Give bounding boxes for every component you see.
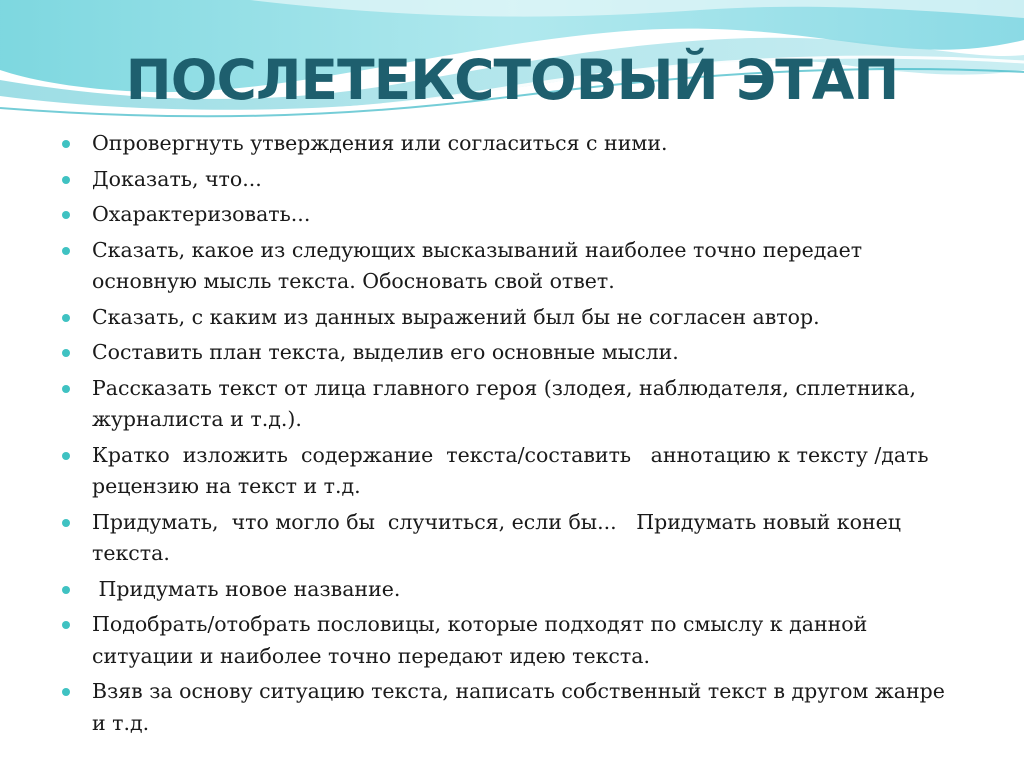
list-item-text: Рассказать текст от лица главного героя (злодея, наблюдателя, сплетника, журналиста и т.д.). [92,375,923,431]
list-item [62,676,962,739]
list-item-text: Взяв за основу ситуацию текста, написать собственный текст в другом жанре и т.д. [92,679,952,735]
bullet-dot-icon [62,688,70,696]
list-item-text: Придумать, что могло бы случиться, если бы... Придумать новый конец текста. [92,509,908,565]
list-item [62,373,962,436]
bullet-dot-icon [62,452,70,460]
list-item-text: Сказать, с каким из данных выражений был бы не согласен автор. [92,304,820,329]
list-item-text: Подобрать/отобрать пословицы, которые подходят по смыслу к данной ситуации и наиболее точно передают идею текста. [92,612,874,668]
list-item-text: Охарактеризовать... [92,202,311,226]
list-item [62,164,962,196]
list-item-text: Придумать новое название. [92,576,401,601]
list-item [62,199,962,231]
list-item [62,440,962,503]
bullet-dot-icon [62,349,70,357]
bullet-dot-icon [62,385,70,393]
list-item [62,235,962,298]
bullet-dot-icon [62,586,70,594]
bullet-dot-icon [62,621,70,629]
list-item [62,337,962,369]
bullet-dot-icon [62,247,70,255]
list-item [62,507,962,570]
page-title: ПОСЛЕТЕКСТОВЫЙ ЭТАП [125,48,899,112]
list-item [62,609,962,672]
list-item-text: Кратко изложить содержание текста/составить аннотацию к тексту /дать рецензию на текст и т.д. [92,442,936,498]
list-item [62,302,962,334]
bullet-dot-icon [62,519,70,527]
list-item-text: Опровергнуть утверждения или согласиться с ними. [92,131,668,155]
bullet-list [62,128,962,743]
bullet-dot-icon [62,176,70,184]
list-item-text: Сказать, какое из следующих высказываний наиболее точно передает основную мысль текста. Обосновать свой ответ. [92,237,869,293]
list-item [62,574,962,606]
list-item [62,128,962,160]
bullet-dot-icon [62,211,70,219]
bullet-dot-icon [62,140,70,148]
bullet-dot-icon [62,314,70,322]
list-item-text: Доказать, что... [92,166,262,191]
list-item-text: Составить план текста, выделив его основные мысли. [92,340,679,364]
